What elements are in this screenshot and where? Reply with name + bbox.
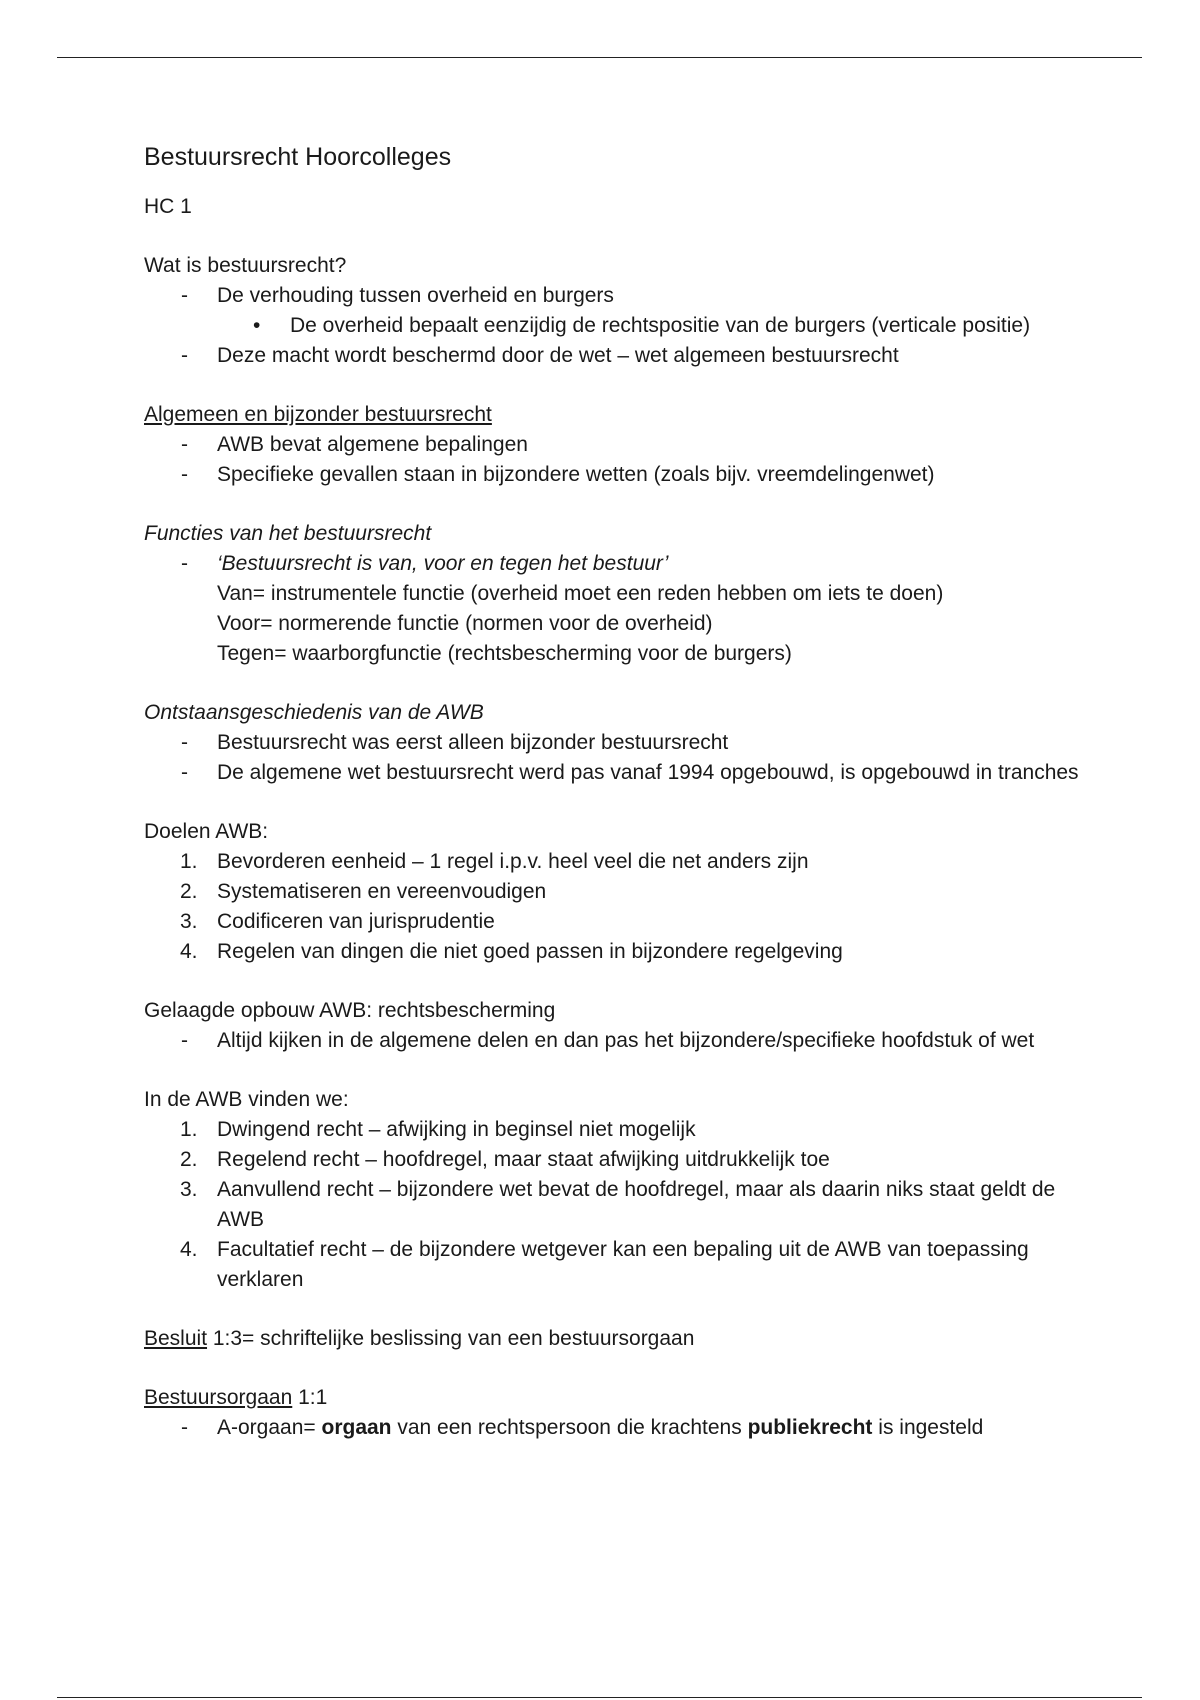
- dash-list: [144, 430, 1104, 490]
- document-page: [144, 140, 1104, 1443]
- section-heading: Doelen AWB:: [144, 820, 269, 843]
- definition-term: Besluit: [144, 1327, 208, 1350]
- list-item: - Bestuursrecht was eerst alleen bijzonder bestuursrecht: [181, 731, 729, 754]
- section-heading: Ontstaansgeschiedenis van de AWB: [144, 701, 484, 724]
- section-heading: Gelaagde opbouw AWB: rechtsbescherming: [144, 999, 556, 1022]
- document-title: Bestuursrecht Hoorcolleges: [144, 143, 452, 171]
- footer-rule: [57, 1697, 1142, 1698]
- function-line: Tegen= waarborgfunctie (rechtsbescherming voor de burgers): [217, 642, 792, 665]
- list-item: - Altijd kijken in de algemene delen en dan pas het bijzondere/specifieke hoofdstuk of wet: [181, 1029, 1035, 1052]
- list-item: 2. Systematiseren en vereenvoudigen: [180, 880, 547, 903]
- dash-list: [144, 549, 1104, 579]
- list-item: • De overheid bepaalt eenzijdig de rechtspositie van de burgers (verticale positie): [253, 314, 1031, 337]
- list-item: 1. Dwingend recht – afwijking in beginsel niet mogelijk: [180, 1118, 696, 1141]
- definition-besluit: Besluit 1:3= schriftelijke beslissing van een bestuursorgaan: [144, 1327, 695, 1350]
- section-heading: Functies van het bestuursrecht: [144, 522, 432, 545]
- list-item: 4. Facultatief recht – de bijzondere wetgever kan een bepaling uit de AWB van toepassing verklaren: [180, 1238, 1029, 1291]
- list-item: - A-orgaan= orgaan van een rechtspersoon die krachtens publiekrecht is ingesteld: [181, 1416, 984, 1439]
- list-item: - Specifieke gevallen staan in bijzondere wetten (zoals bijv. vreemdelingenwet): [181, 463, 935, 486]
- dash-list: [144, 1413, 1104, 1443]
- list-item: - Deze macht wordt beschermd door de wet – wet algemeen bestuursrecht: [181, 344, 899, 367]
- section-heading: In de AWB vinden we:: [144, 1088, 349, 1111]
- lecture-label: HC 1: [144, 195, 192, 218]
- definition-term: Bestuursorgaan: [144, 1386, 293, 1409]
- section-heading: Algemeen en bijzonder bestuursrecht: [144, 403, 492, 426]
- numbered-list: [144, 1115, 1104, 1295]
- list-item: - ‘Bestuursrecht is van, voor en tegen het bestuur’: [181, 552, 669, 575]
- list-item: 4. Regelen van dingen die niet goed passen in bijzondere regelgeving: [180, 940, 843, 963]
- function-line: Voor= normerende functie (normen voor de overheid): [217, 612, 713, 635]
- list-item: 3. Aanvullend recht – bijzondere wet bevat de hoofdregel, maar als daarin niks staat geldt de AWB: [180, 1178, 1056, 1231]
- list-item: - De verhouding tussen overheid en burgers • De overheid bepaalt eenzijdig de rechtspositie van de burgers (verticale positie): [144, 281, 1104, 341]
- list-item: - De algemene wet bestuursrecht werd pas vanaf 1994 opgebouwd, is opgebouwd in tranches: [181, 761, 1079, 784]
- list-item: - AWB bevat algemene bepalingen: [181, 433, 528, 456]
- dash-list: [144, 1026, 1104, 1056]
- section-heading: Wat is bestuursrecht?: [144, 254, 347, 277]
- list-item: 3. Codificeren van jurisprudentie: [180, 910, 495, 933]
- header-rule: [57, 57, 1142, 58]
- bullet-list: [217, 311, 1104, 341]
- dash-list: [144, 728, 1104, 788]
- numbered-list: [144, 847, 1104, 967]
- list-item: 1. Bevorderen eenheid – 1 regel i.p.v. heel veel die net anders zijn: [180, 850, 809, 873]
- function-line: Van= instrumentele functie (overheid moet een reden hebben om iets te doen): [217, 582, 944, 605]
- dash-list: [144, 281, 1104, 371]
- definition-bestuursorgaan: Bestuursorgaan 1:1: [144, 1386, 328, 1409]
- list-item: 2. Regelend recht – hoofdregel, maar staat afwijking uitdrukkelijk toe: [180, 1148, 830, 1171]
